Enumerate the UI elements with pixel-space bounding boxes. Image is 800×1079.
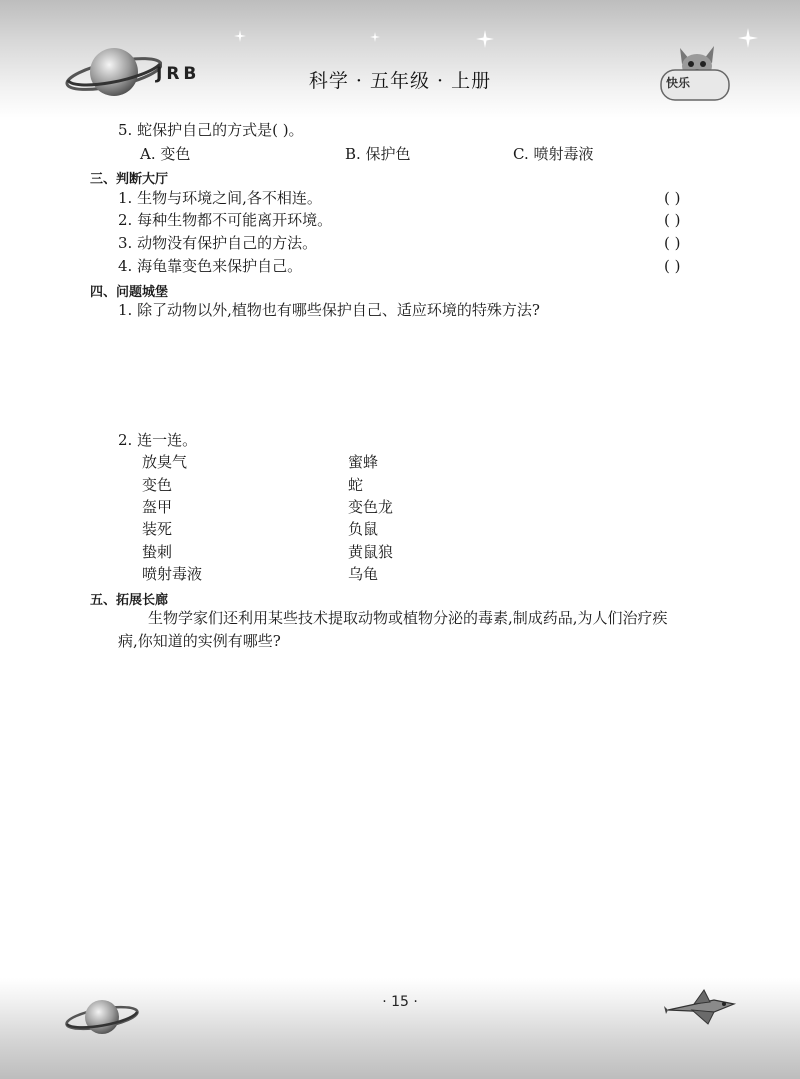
answer-paren[interactable]: ( )	[664, 211, 681, 229]
match-left-item[interactable]: 蛰刺	[142, 543, 173, 561]
sparkle-icon	[370, 32, 380, 42]
match-right-item[interactable]: 乌龟	[348, 565, 379, 583]
header-badge	[660, 66, 730, 102]
section-title-extension: 五、拓展长廊	[90, 593, 169, 608]
judge-item: 2. 每种生物都不可能离开环境。	[118, 211, 333, 229]
page-number: · 15 ·	[382, 994, 418, 1010]
section-title-judge: 三、判断大厅	[90, 172, 169, 187]
match-left-item[interactable]: 盔甲	[142, 498, 173, 516]
answer-paren[interactable]: ( )	[664, 257, 681, 275]
answer-paren[interactable]: ( )	[664, 234, 681, 252]
judge-item: 1. 生物与环境之间,各不相连。	[118, 189, 322, 207]
match-left-item[interactable]: 装死	[142, 520, 173, 538]
match-right-item[interactable]: 蛇	[348, 476, 364, 494]
extension-paragraph-line1: 生物学家们还利用某些技术提取动物或植物分泌的毒素,制成药品,为人们治疗疾	[148, 609, 668, 627]
match-right-item[interactable]: 负鼠	[348, 520, 379, 538]
sparkle-icon	[476, 30, 494, 48]
match-right-item[interactable]: 变色龙	[348, 498, 394, 516]
badge-text: 快乐	[666, 76, 691, 90]
brand-logo: JRB	[156, 64, 201, 84]
answer-area[interactable]	[118, 660, 678, 960]
section-title-questions: 四、问题城堡	[90, 285, 169, 300]
match-right-item[interactable]: 蜜蜂	[348, 453, 379, 471]
q5-stem: 5. 蛇保护自己的方式是( )。	[118, 121, 304, 139]
q5-option-a: A. 变色	[140, 145, 191, 163]
header-title: 科学 · 五年级 · 上册	[308, 70, 492, 92]
planet-icon	[64, 992, 140, 1044]
match-left-item[interactable]: 放臭气	[142, 453, 188, 471]
sparkle-icon	[738, 28, 758, 48]
match-left-item[interactable]: 变色	[142, 476, 173, 494]
answer-area[interactable]	[118, 325, 678, 425]
judge-item: 3. 动物没有保护自己的方法。	[118, 234, 318, 252]
q5-option-b: B. 保护色	[345, 145, 411, 163]
extension-paragraph-line2: 病,你知道的实例有哪些?	[118, 632, 281, 650]
q5-option-c: C. 喷射毒液	[513, 145, 594, 163]
sparkle-icon	[234, 30, 246, 42]
match-left-item[interactable]: 喷射毒液	[142, 565, 203, 583]
answer-paren[interactable]: ( )	[664, 189, 681, 207]
question-plants: 1. 除了动物以外,植物也有哪些保护自己、适应环境的特殊方法?	[118, 301, 540, 319]
match-right-item[interactable]: 黄鼠狼	[348, 543, 394, 561]
space-shuttle-icon	[664, 988, 738, 1028]
question-match: 2. 连一连。	[118, 431, 198, 449]
judge-item: 4. 海龟靠变色来保护自己。	[118, 257, 303, 275]
